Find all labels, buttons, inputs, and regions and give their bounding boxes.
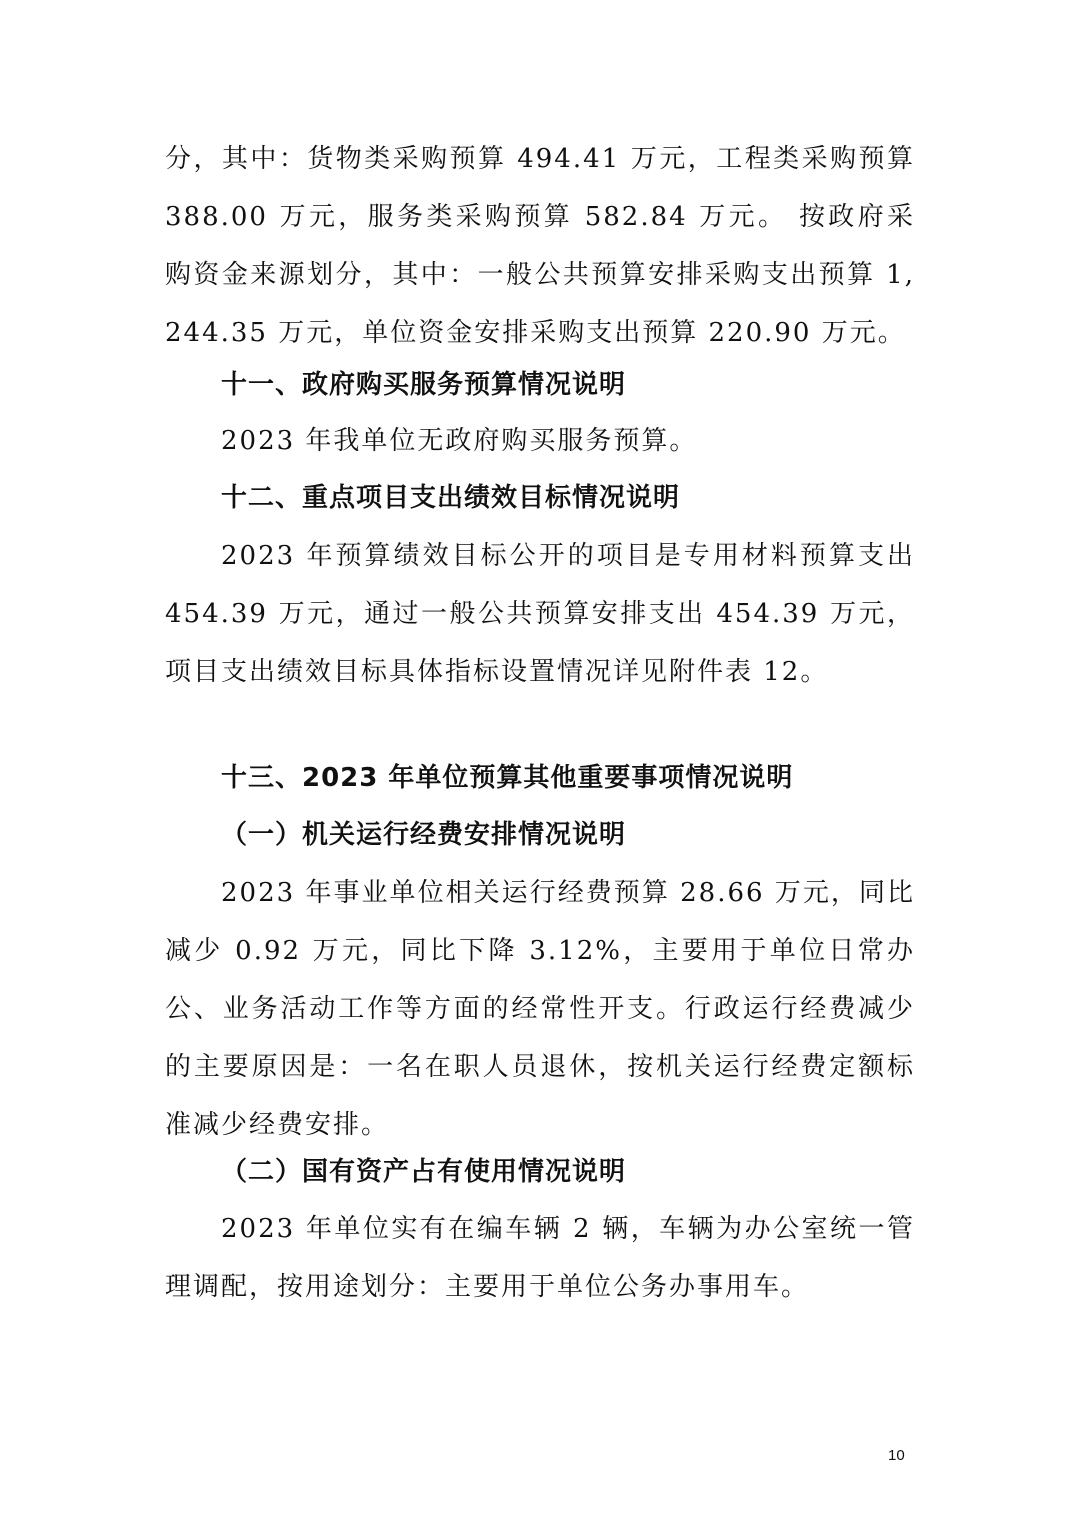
heading-section-13: 十三、2023 年单位预算其他重要事项情况说明 xyxy=(221,763,794,793)
paragraph-procurement-summary: 分，其中：货物类采购预算 494.41 万元，工程类采购预算 388.00 万元，服务类采购预算 582.84 万元。 按政府采购资金来源划分，其中：一般公共预算安排采购支出预算 1,244.35 万元，单位资金安排采购支出预算 220.90 万元。 xyxy=(165,144,915,348)
page-number: 10 xyxy=(888,1447,905,1464)
paragraph-section-13-2: 2023 年单位实有在编车辆 2 辆，车辆为办公室统一管理调配，按用途划分：主要用于单位公务办事用车。 xyxy=(165,1214,915,1302)
paragraph-section-11: 2023 年我单位无政府购买服务预算。 xyxy=(221,426,698,456)
heading-section-13-1: （一）机关运行经费安排情况说明 xyxy=(221,820,627,850)
paragraph-section-13-1: 2023 年事业单位相关运行经费预算 28.66 万元，同比减少 0.92 万元，同比下降 3.12%，主要用于单位日常办公、业务活动工作等方面的经常性开支。行政运行经费减少的主要原因是：一名在职人员退休，按机关运行经费定额标准减少经费安排。 xyxy=(165,878,915,1140)
paragraph-section-12: 2023 年预算绩效目标公开的项目是专用材料预算支出 454.39 万元，通过一般公共预算安排支出 454.39 万元，项目支出绩效目标具体指标设置情况详见附件表 12。 xyxy=(165,541,915,687)
heading-section-11: 十一、政府购买服务预算情况说明 xyxy=(221,370,627,400)
heading-section-12: 十二、重点项目支出绩效目标情况说明 xyxy=(221,483,681,513)
heading-section-13-2: （二）国有资产占有使用情况说明 xyxy=(221,1157,627,1187)
